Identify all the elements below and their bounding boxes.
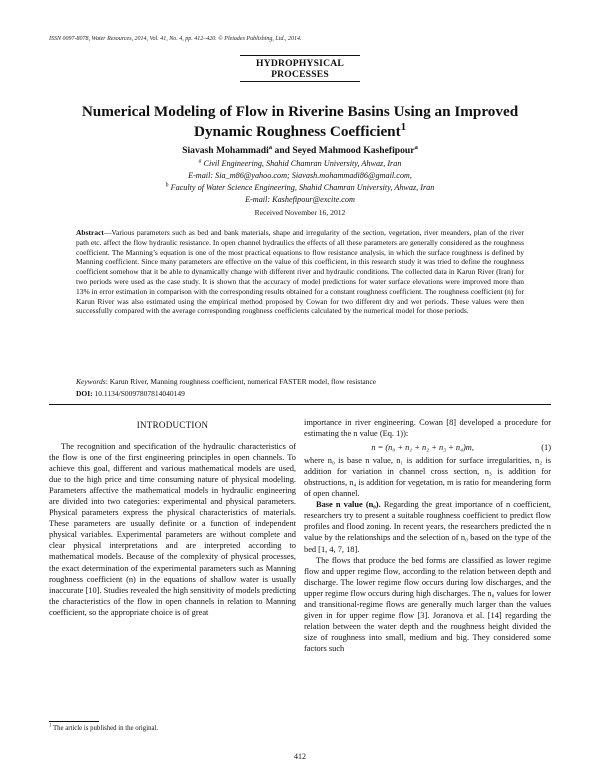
affiliation-b-text: Faculty of Water Science Engineering, Shahid Chamran University, Ahwaz, Iran [170,183,435,192]
section-heading [240,58,360,80]
footnote-text: The article is published in the original. [51,725,159,732]
email-b: E-mail: Kashefipour@excite.com [245,195,355,204]
doi-label: DOI: [76,389,93,398]
author-list [100,145,500,156]
section-top-rule [240,55,360,56]
affiliation-a-text: Civil Engineering, Shahid Chamran University, Ahwaz, Iran [203,159,402,168]
author-separator: and [272,145,293,156]
author-1: Siavash Mohammadi [182,145,269,156]
right-paragraph-1: importance in river engineering. Cowan [8] developed a procedure for estimating the n value (Eq. 1)): [304,418,551,439]
author-2-affil-mark: a [414,143,418,151]
article-title [40,102,560,142]
affiliation-b-mark: b [165,182,169,189]
title-footnote-mark: 1 [400,121,407,133]
affiliation-a-mark: a [198,158,202,165]
doi-link[interactable]: 10.1134/S0097807814040149 [92,389,185,398]
right-column [304,417,551,654]
section-line-2: PROCESSES [271,69,329,80]
journal-citation-line: ISSN 0097-8078, Water Resources, 2014, Vol. 41, No. 4, pp. 412–420. © Pleiades Publishing, Ltd., 2014. [49,36,302,42]
footnote [49,725,158,732]
base-n-text: Regarding the great importance of n coefficient, researchers try to present a suitable roughness coefficient to predict flow profiles and flood zoning. In recent years, the researchers predicted the n value by the relationships and the selection of n₀ based on the type of the bed [1, 4, 7, 18]. [304,500,552,554]
page-number: 412 [294,752,306,761]
keywords-text: : Karun River, Manning roughness coefficient, numerical FASTER model, flow resistance [105,377,377,386]
footnote-rule [49,721,99,722]
author-2: Seyed Mahmood Kashefipour [292,145,415,156]
title-line-1: Numerical Modeling of Flow in Riverine Basins Using an Improved [81,103,519,120]
keywords [76,377,524,387]
right-paragraph-2: where n₀ is base n value, n₁ is addition for surface irregularities, n₂ is addition for variation in channel cross section, n₃ is addition for obstructions, n₄ is addition for vegetation, m is ratio for meandering form of open channel. [304,456,551,499]
email-a: E-mail: Sia_m86@yahoo.com; Siavash.mohammadi86@gmail.com, [188,171,412,180]
author-1-affil-mark: a [268,143,273,151]
equation-1 [304,442,551,453]
title-line-2: Dynamic Roughness Coefficient [193,123,401,140]
equation-number: (1) [541,443,551,453]
keywords-label: Keywords [76,377,106,386]
left-column [49,441,296,618]
abstract-label: Abstract [76,228,104,237]
abstract-text: —Various parameters such as bed and bank materials, shape and irregularity of the section, vegetation, river meanders, plan of the river path etc. affect the flow hydraulic resistance. In open channel hydraulics the effects of all these parameters are generally considered as the roughness coefficient. The Manning’s equation is one of the most practical equations to flow resistance analysis, in which the surface roughness is defined by Manning coefficient. Since many parameters are effective on the value of this coefficient, in this research study it was tried to define the roughness coefficient somehow that it be able to dynamically change with different river and hydraulic conditions. The collected data in Karun River (Iran) for two periods were used as the case study. It is shown that the accuracy of model predictions for water surface elevations were improved more than 13% in error estimation in comparison with the corresponding results obtained for a constant roughness coefficient. The roughness coefficient (n) for Karun River was also estimated using the empirical method proposed by Cowan for two different dry and wet periods. These values were then successfully compared with the average corresponding roughness coefficients calculated by the numerical model for those periods. [76,228,524,316]
right-paragraph-4: The flows that produce the bed forms are classified as lower regime flow and upper regime flow, according to the relation between depth and discharge. The lower regime flow occurs during low discharges, and the upper regime flow occurs during high discharges. The n₀ values for lower and transitional-regime flows are generally much larger than the values given in for upper regime flow [3]. Joranova et al. [14] regarding the relation between the water depth and the roughness height divided the size of roughness into small, medium and big. They considered some factors such [304,555,551,653]
right-paragraph-3 [304,499,551,554]
section-bottom-rule [240,81,360,82]
footnote-mark: 1 [49,723,52,729]
equation-body: n = (n₀ + n₁ + n₂ + n₃ + n₄)m, [371,443,474,453]
base-n-heading: Base n value (n₀). [316,500,381,510]
section-line-1: HYDROPHYSICAL [256,58,344,69]
affiliation-a [60,158,540,169]
intro-paragraph-1: The recognition and specification of the hydraulic characteristics of the flow is one of the first engineering principles in open channels. To achieve this goal, different and various mathematical models are used, due to the high price and time consuming nature of physical modeling. Parameters affective the mathematical models in hydraulic engineering are divided into two categories: experimental and physical parameters. Physical parameters express the physical characteristics of materials. These parameters are usually definite or a function of independent physical variables. Experimental parameters are without complete and clear physical interpretations and are interpreted according to mathematical models. Because of the complexity of physical processes, the exact determination of the experimental parameters such as Manning roughness coefficient (n) in the equations of shallow water is usually inaccurate [10]. Studies revealed the high sensitivity of models predicting the characteristics of the flow in open channels in relation to Manning coefficient, so the appropriate choice is of great [49,442,296,617]
introduction-heading: INTRODUCTION [136,420,209,430]
abstract-bottom-rule [49,404,551,405]
abstract [76,228,524,316]
doi [76,389,524,398]
affiliation-b [60,182,540,193]
received-date: Received November 16, 2012 [254,208,346,217]
